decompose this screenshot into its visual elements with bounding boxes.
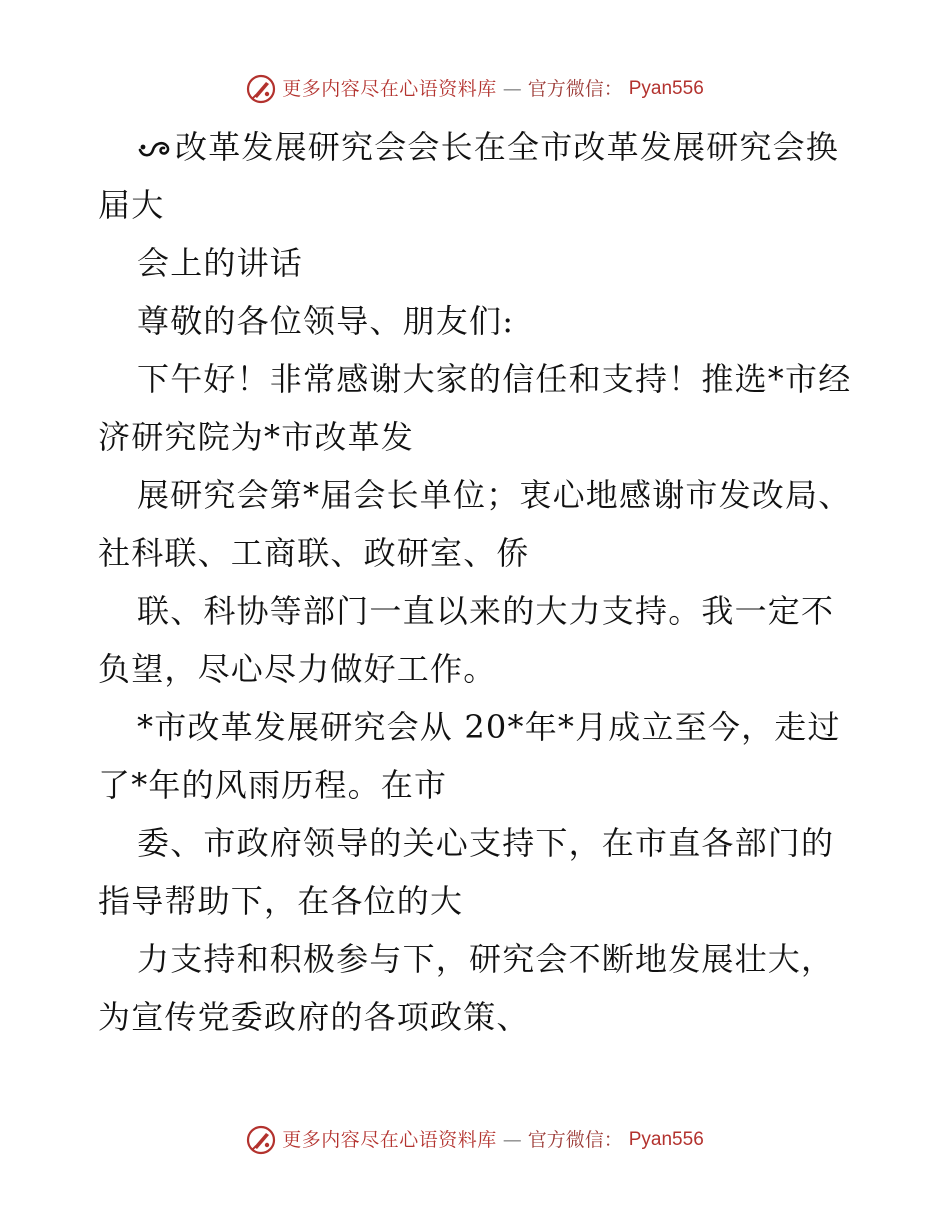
- paragraph: 展研究会第*届会长单位；衷心地感谢市发改局、社科联、工商联、政研室、侨: [98, 476, 852, 572]
- watermark-text: 更多内容尽在心语资料库: [282, 1129, 497, 1151]
- swirl-ornament-icon: [137, 135, 173, 161]
- header-watermark: [0, 74, 950, 104]
- paragraph: *市改革发展研究会从 20*年*月成立至今，走过了*年的风雨历程。在市: [98, 708, 841, 804]
- watermark-separator: —: [502, 1129, 522, 1151]
- watermark-wechat-label: 官方微信：: [527, 78, 623, 100]
- quill-pen-seal-icon: [246, 1125, 276, 1155]
- document-body: [98, 118, 858, 1046]
- document-title-continuation: 会上的讲话: [137, 244, 304, 282]
- footer-watermark: [0, 1125, 950, 1155]
- document-title-line: [98, 118, 858, 234]
- watermark-text: 更多内容尽在心语资料库: [282, 78, 497, 100]
- quill-pen-seal-icon: [246, 74, 276, 104]
- watermark-wechat-id: Pyan556: [628, 1129, 704, 1150]
- salutation: 尊敬的各位领导、朋友们:: [137, 302, 515, 340]
- watermark-separator: —: [502, 78, 522, 100]
- paragraph: 联、科协等部门一直以来的大力支持。我一定不负望，尽心尽力做好工作。: [98, 592, 835, 688]
- paragraph: 委、市政府领导的关心支持下，在市直各部门的指导帮助下，在各位的大: [98, 824, 835, 920]
- watermark-wechat-label: 官方微信：: [527, 1129, 623, 1151]
- paragraph: 力支持和积极参与下，研究会不断地发展壮大，为宣传党委政府的各项政策、: [98, 940, 835, 1036]
- document-title: 改革发展研究会会长在全市改革发展研究会换届大: [98, 128, 840, 224]
- paragraph: 下午好！非常感谢大家的信任和支持！推选*市经济研究院为*市改革发: [98, 360, 852, 456]
- watermark-wechat-id: Pyan556: [628, 78, 704, 99]
